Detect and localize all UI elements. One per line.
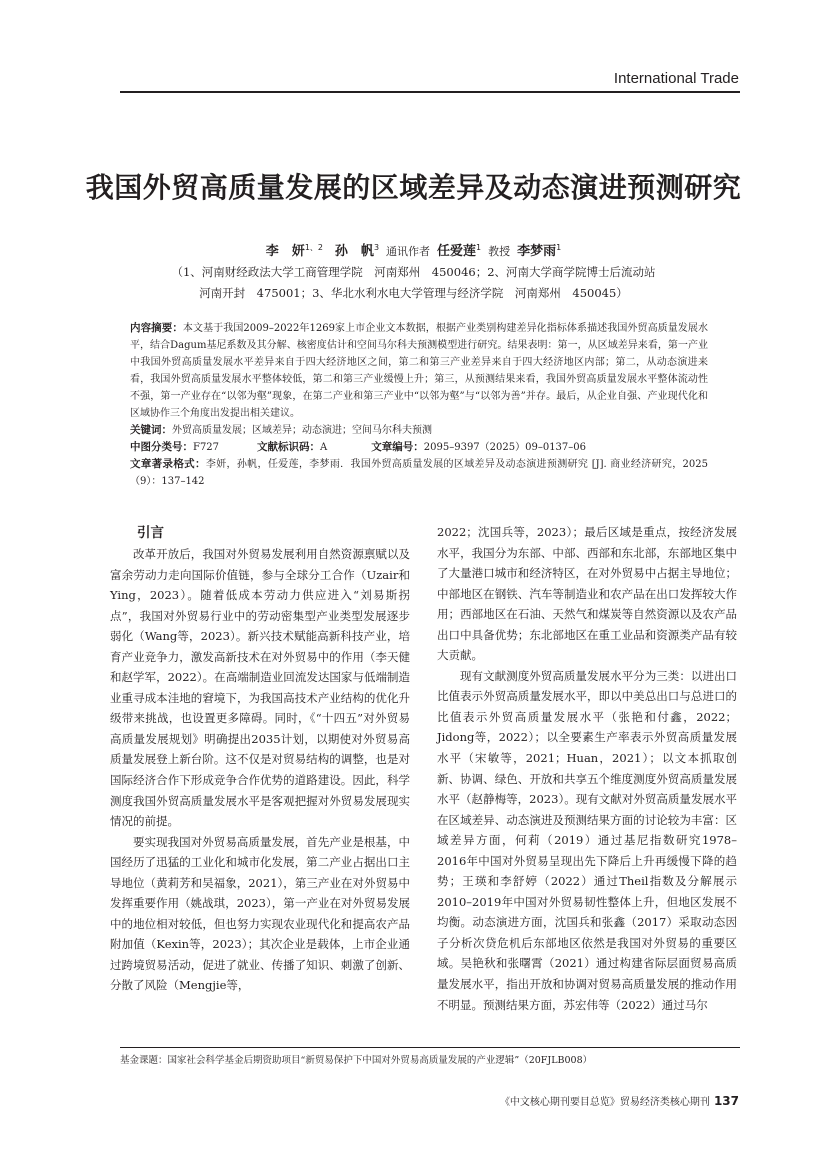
paragraph: 改革开放后，我国对外贸易发展利用自然资源禀赋以及富余劳动力走向国际价值链，参与全球分工合作（Uzair和Ying，2023）。随着低成本劳动力供应进入“刘易斯拐点”，我国对外贸易行业中的劳动密集型产业类型发展逐步弱化（Wang等，2023）。新兴技术赋能高新科技产业，培育产业竞争力，激发高新技术在对外贸易中的作用（李天健和赵学军，2022）。在高端制造业回流发达国家与低端制造业重寻成本洼地的窘境下，为我国高技术产业结构的优化升级带来挑战，也设置更多障碍。同时，《“十四五”对外贸易高质量发展规划》明确提出2035计划，以期使对外贸易高质量发展登上新台阶。这不仅是对贸易结构的调整，也是对国际经济合作下形成竞争合作优势的道路建设。因此，科学测度我国外贸高质量发展水平是客观把握对外贸易发展现实情况的前提。	[110, 547, 410, 829]
keywords-text: 外贸高质量发展；区域差异；动态演进；空间马尔科夫预测	[172, 425, 432, 436]
section-tag: International Trade	[613, 70, 739, 87]
keywords	[130, 422, 708, 439]
body-column-left	[110, 522, 410, 996]
citation-label: 文章著录格式：	[130, 458, 206, 470]
page-footer	[500, 1093, 739, 1108]
affiliations	[105, 262, 722, 304]
clc-label: 中图分类号：	[130, 441, 193, 453]
page-number: 137	[713, 1094, 739, 1108]
author-name: 李梦雨	[517, 244, 557, 259]
abstract-label: 内容摘要：	[130, 322, 183, 334]
author-sup: 3	[373, 242, 380, 252]
author-role: 通讯作者	[386, 245, 431, 258]
article-meta	[130, 320, 708, 490]
paragraph: 现有文献测度外贸高质量发展水平分为三类：以进出口比值表示外贸高质量发展水平，即以中美总出口与总进口的比值表示外贸高质量发展水平（张艳和付鑫，2022；Jidong等，2022）；以全要素生产率表示外贸高质量发展水平（宋敏等，2021；Huan，2021）；以文本抓取创新、协调、绿色、开放和共享五个维度测度外贸高质量发展水平（赵静梅等，2023）。现有文献对外贸高质量发展水平在区域差异、动态演进及预测结果方面的讨论较为丰富：区域差异方面，何莉（2019）通过基尼指数研究1978–2016年中国对外贸易呈现出先下降后上升再缓慢下降的趋势；王瑛和李舒婷（2022）通过Theil指数及分解展示2010–2019年中国对外贸易韧性整体上升，但地区发展不均衡。动态演进方面，沈国兵和张鑫（2017）采取动态因子分析次贷危机后东部地区依然是我国对外贸易的重要区域。吴艳秋和张曙霄（2021）通过构建省际层面贸易高质量发展水平，指出开放和协调对贸易高质量发展的推动作用不明显。预测结果方面，苏宏伟等（2022）通过马尔	[437, 668, 737, 1012]
author-name: 任爱莲	[437, 244, 477, 259]
citation	[130, 456, 708, 490]
affiliation-line: 河南开封 475001；3、华北水利水电大学管理与经济学院 河南郑州 450045）	[199, 286, 628, 300]
author-sup: 1	[476, 242, 482, 252]
body-column-right	[437, 522, 737, 1015]
article-no-label: 文章编号：	[371, 441, 424, 453]
abstract-text: 本文基于我国2009–2022年1269家上市企业文本数据，根据产业类别构建差异化指标体系描述我国外贸高质量发展水平，结合Dagum基尼系数及其分解、核密度估计和空间马尔科夫预测模型进行研究。结果表明：第一，从区域差异来看，第一产业中我国外贸高质量发展水平差异来自于四大经济地区之间，第二和第三产业差异来自于四大经济地区内部；第二，从动态演进来看，我国外贸高质量发展水平整体较低，第二和第三产业缓慢上升；第三，从预测结果来看，我国外贸高质量发展水平整体流动性不强，第一产业存在“以邻为壑”现象，在第二产业和第三产业中“以邻为壑”与“以邻为善”并存。最后，从企业自强、产业现代化和区域协作三个角度出发提出相关建议。	[130, 323, 708, 419]
paragraph: 2022；沈国兵等，2023）；最后区域是重点，按经济发展水平，我国分为东部、中部、西部和东北部，东部地区集中了大量港口城市和经济特区，在对外贸易中占据主导地位；中部地区在钢铁、汽车等制造业和农产品在出口发挥较大作用；西部地区在石油、天然气和煤炭等自然资源以及农产品出口中具备优势；东北部地区在重工业品和资源类产品有较大贡献。	[437, 525, 737, 663]
author-sup: 1、2	[304, 242, 323, 252]
citation-text: 李妍，孙帆，任爱莲，李梦雨．我国外贸高质量发展的区域差异及动态演进预测研究 [J]. 商业经济研究，2025（9）：137–142	[130, 459, 709, 487]
paragraph: 要实现我国对外贸易高质量发展，首先产业是根基，中国经历了迅猛的工业化和城市化发展，第二产业占据出口主导地位（黄莉芳和吴福象，2021），第三产业在对外贸易中发挥重要作用（姚战琪，2023），第一产业在对外贸易发展中的地位相对较低，但也努力实现农业现代化和提高农产品附加值（Kexin等，2023）；其次企业是载体，上市企业通过跨境贸易活动，促进了就业、传播了知识、刺激了创新、分散了风险（Mengjie等，	[110, 834, 410, 993]
article-title: 我国外贸高质量发展的区域差异及动态演进预测研究	[85, 171, 742, 204]
clc-value: F727	[193, 442, 220, 453]
article-no-value: 2095–9397（2025）09–0137–06	[423, 442, 587, 453]
header-rule	[120, 91, 740, 93]
classification-row	[130, 439, 708, 456]
abstract	[130, 320, 708, 422]
footnote-rule	[120, 1047, 740, 1048]
author-name: 孙 帆	[334, 244, 374, 259]
affiliation-line: （1、河南财经政法大学工商管理学院 河南郑州 450046；2、河南大学商学院博士后流动站	[171, 265, 656, 279]
doc-code-value: A	[320, 442, 328, 453]
author-name: 李 妍	[265, 244, 305, 259]
journal-name: 《中文核心期刊要目总览》贸易经济类核心期刊	[499, 1097, 710, 1108]
section-heading: 引言	[137, 525, 164, 541]
author-sup: 1	[556, 242, 562, 252]
author-role: 教授	[488, 245, 511, 258]
doc-code-label: 文献标识码：	[257, 441, 321, 453]
funding-note: 基金课题：国家社会科学基金后期资助项目“新贸易保护下中国对外贸易高质量发展的产业逻辑”（20FJLB008）	[120, 1055, 593, 1066]
author-line	[80, 242, 747, 261]
keywords-label: 关键词：	[130, 424, 172, 436]
